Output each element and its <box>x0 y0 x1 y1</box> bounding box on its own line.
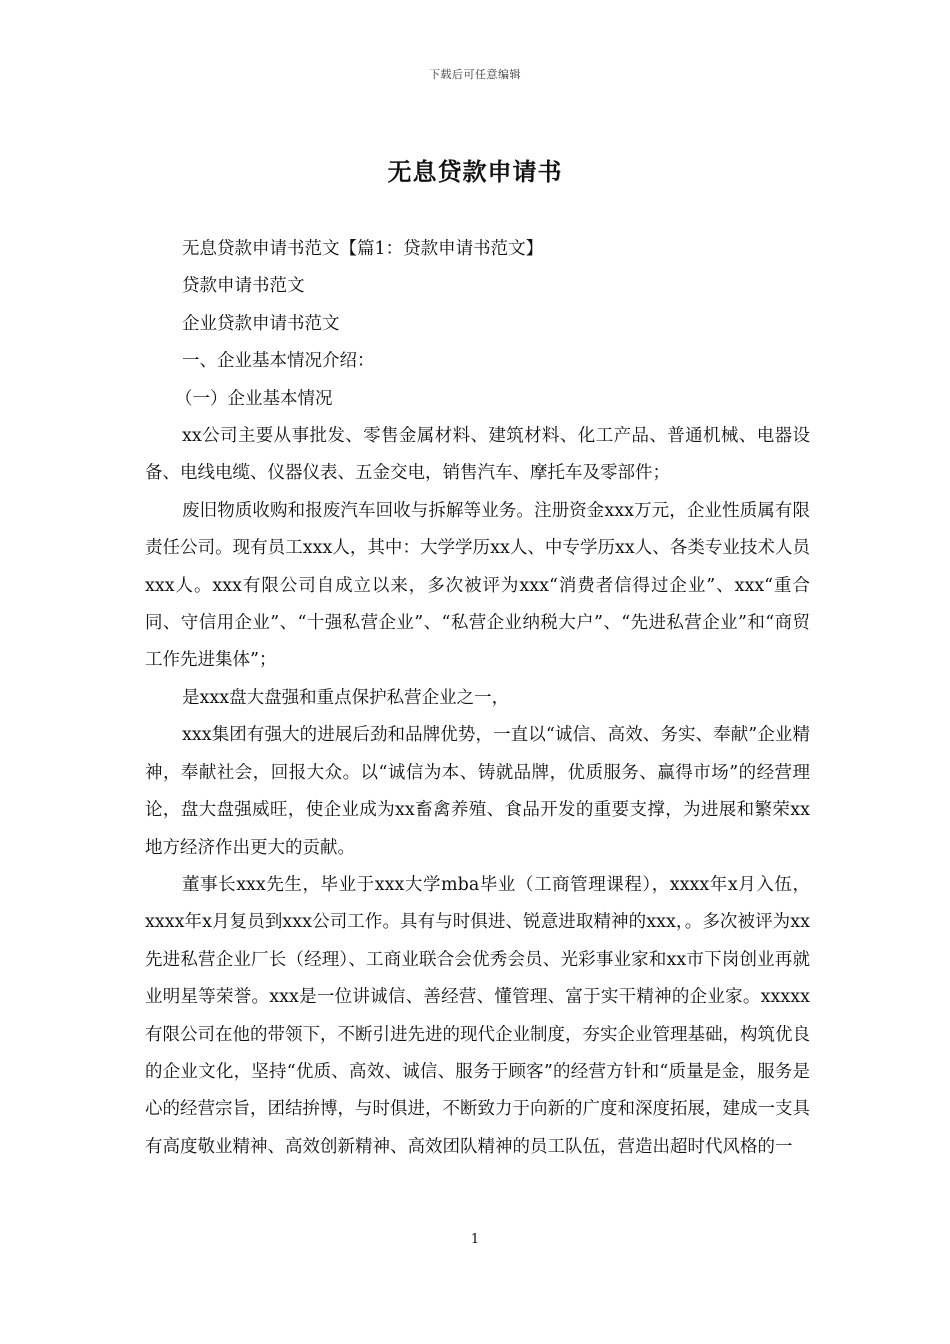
paragraph-chairman-profile: 董事长xxx先生，毕业于xxx大学mba毕业（工商管理课程），xxxx年x月入伍，xxxx年x月复员到xxx公司工作。具有与时俱进、锐意进取精神的xxx，。多次被评为xx先进私营企业厂长（经理）、工商业联合会优秀会员、光彩事业家和xx市下岗创业再就业明星等荣誉。xxx是一位讲诚信、善经营、懂管理、富于实干精神的企业家。xxxxx有限公司在他的带领下，不断引进先进的现代企业制度，夯实企业管理基础，构筑优良的企业文化，坚持“优质、高效、诚信、服务于顾客”的经营方针和“质量是金，服务是心的经营宗旨，团结拚博，与时俱进，不断致力于向新的广度和深度拓展，建成一支具有高度敬业精神、高效创新精神、高效团队精神的员工队伍，营造出超时代风格的一 <box>145 874 810 1157</box>
paragraph-subtitle-2: 企业贷款申请书范文 <box>182 313 340 334</box>
page-header-note: 下载后可任意编辑 <box>429 68 521 81</box>
paragraph-business-scope: xx公司主要从事批发、零售金属材料、建筑材料、化工产品、普通机械、电器设备、电线电缆、仪器仪表、五金交电，销售汽车、摩托车及零部件； <box>145 426 810 484</box>
document-body <box>145 231 810 1166</box>
paragraph-subtitle: 贷款申请书范文 <box>182 276 305 297</box>
paragraph-heading-1: 一、企业基本情况介绍： <box>182 351 375 372</box>
page-number: 1 <box>470 1232 480 1247</box>
paragraph-heading-1-1: （一）企业基本情况 <box>175 388 333 409</box>
paragraph-company-profile: 废旧物质收购和报废汽车回收与拆解等业务。注册资金xxx万元，企业性质属有限责任公司。现有员工xxx人，其中：大学学历xx人、中专学历xx人、各类专业技术人员xxx人。xxx有限公司自成立以来，多次被评为xxx“消费者信得过企业”、xxx“重合同、守信用企业”、“十强私营企业”、“私营企业纳税大户”、“先进私营企业”和“商贸工作先进集体”； <box>145 500 810 671</box>
paragraph-group-advantages: xxx集团有强大的进展后劲和品牌优势，一直以“诚信、高效、务实、奉献”企业精神，奉献社会，回报大众。以“诚信为本、铸就品牌，优质服务、赢得市场”的经营理论，盘大盘强威旺，使企业成为xx畜禽养殖、食品开发的重要支撑，为进展和繁荣xx地方经济作出更大的贡献。 <box>145 725 810 858</box>
paragraph-section-heading: 无息贷款申请书范文【篇1：贷款申请书范文】 <box>182 239 544 259</box>
document-title: 无息贷款申请书 <box>387 157 563 186</box>
paragraph-key-enterprise: 是xxx盘大盘强和重点保护私营企业之一， <box>182 687 510 708</box>
